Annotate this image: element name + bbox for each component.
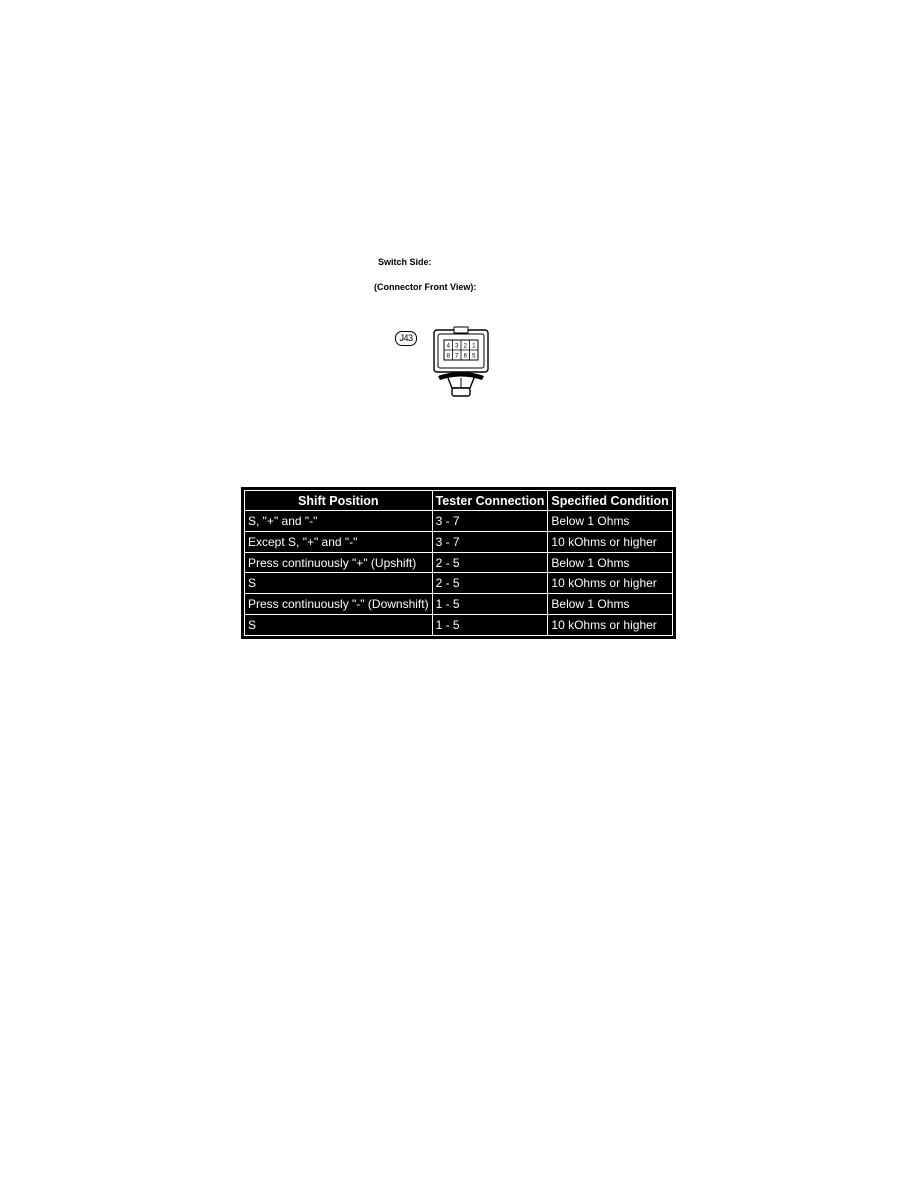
pin-number: 5	[472, 353, 476, 360]
header-specified-condition: Specified Condition	[548, 491, 672, 511]
pin-number: 4	[446, 343, 450, 350]
switch-side-label: Switch Side:	[378, 257, 432, 267]
cell-shift-position: Press continuously "-" (Downshift)	[245, 594, 433, 615]
cell-shift-position: S	[245, 573, 433, 594]
cell-specified-condition: 10 kOhms or higher	[548, 573, 672, 594]
pin-number: 2	[463, 343, 467, 350]
cell-tester-connection: 1 - 5	[432, 615, 548, 636]
table-row	[245, 552, 673, 573]
table-row	[245, 511, 673, 532]
cell-tester-connection: 2 - 5	[432, 573, 548, 594]
cell-tester-connection: 1 - 5	[432, 594, 548, 615]
cell-specified-condition: 10 kOhms or higher	[548, 615, 672, 636]
connector-diagram	[432, 326, 492, 398]
table-row	[245, 531, 673, 552]
table-row	[245, 615, 673, 636]
connector-id-badge: J43	[395, 331, 417, 346]
cell-shift-position: S	[245, 615, 433, 636]
table-header-row	[245, 491, 673, 511]
pin-number: 6	[463, 353, 467, 360]
cell-shift-position: Press continuously "+" (Upshift)	[245, 552, 433, 573]
cell-tester-connection: 2 - 5	[432, 552, 548, 573]
connector-front-view-label: (Connector Front View):	[374, 282, 477, 292]
header-shift-position: Shift Position	[245, 491, 433, 511]
cell-specified-condition: Below 1 Ohms	[548, 552, 672, 573]
cell-tester-connection: 3 - 7	[432, 511, 548, 532]
cell-tester-connection: 3 - 7	[432, 531, 548, 552]
pin-number: 7	[455, 353, 459, 360]
cell-specified-condition: 10 kOhms or higher	[548, 531, 672, 552]
cell-specified-condition: Below 1 Ohms	[548, 511, 672, 532]
table-row	[245, 573, 673, 594]
table-row	[245, 594, 673, 615]
pin-number: 3	[455, 343, 459, 350]
cell-shift-position: S, "+" and "-"	[245, 511, 433, 532]
pin-number: 8	[446, 353, 450, 360]
pin-number: 1	[472, 343, 476, 350]
cell-specified-condition: Below 1 Ohms	[548, 594, 672, 615]
header-tester-connection: Tester Connection	[432, 491, 548, 511]
spec-table	[241, 487, 676, 639]
cell-shift-position: Except S, "+" and "-"	[245, 531, 433, 552]
